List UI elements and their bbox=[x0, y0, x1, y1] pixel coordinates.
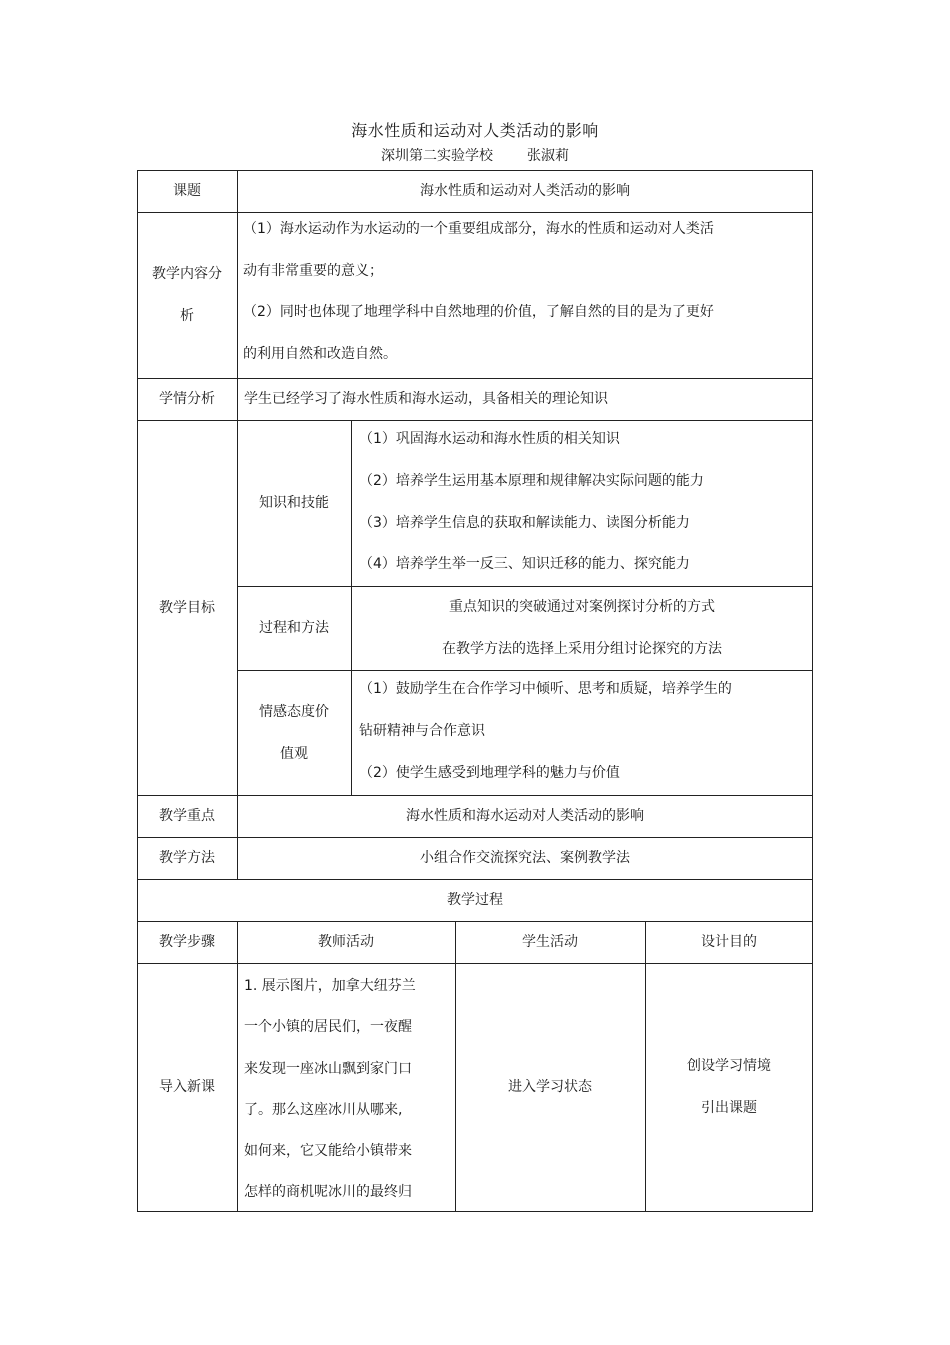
col-header-step: 教学步骤 bbox=[159, 934, 215, 950]
author-name: 张淑莉 bbox=[527, 148, 569, 164]
topic-value: 海水性质和运动对人类活动的影响 bbox=[420, 183, 630, 199]
col-header-teacher: 教师活动 bbox=[318, 934, 374, 950]
process-method-item: 重点知识的突破通过对案例探讨分析的方式 bbox=[449, 599, 715, 615]
content-analysis-line: 动有非常重要的意义； bbox=[243, 263, 383, 279]
teaching-goals-label: 教学目标 bbox=[159, 599, 215, 616]
student-analysis-label: 学情分析 bbox=[159, 391, 215, 407]
student-analysis-value: 学生已经学习了海水性质和海水运动，具备相关的理论知识 bbox=[244, 391, 608, 407]
knowledge-item: （4）培养学生举一反三、知识迁移的能力、探究能力 bbox=[359, 556, 690, 572]
teaching-method-value: 小组合作交流探究法、案例教学法 bbox=[420, 850, 630, 866]
content-analysis-label bbox=[137, 212, 237, 378]
intro-teacher-line: 怎样的商机呢冰川的最终归 bbox=[244, 1184, 412, 1200]
content-analysis-label-line: 析 bbox=[180, 308, 194, 324]
content-analysis-line: 的利用自然和改造自然。 bbox=[243, 346, 397, 362]
intro-teacher-line: 了。那么这座冰川从哪来, bbox=[244, 1102, 403, 1118]
emotion-item: （1）鼓励学生在合作学习中倾听、思考和质疑，培养学生的 bbox=[359, 681, 732, 697]
intro-teacher-line: 一个小镇的居民们，一夜醒 bbox=[244, 1019, 412, 1035]
teaching-method-label: 教学方法 bbox=[159, 850, 215, 866]
knowledge-item: （1）巩固海水运动和海水性质的相关知识 bbox=[359, 431, 620, 447]
emotion-values-label-line: 值观 bbox=[280, 745, 308, 762]
intro-purpose bbox=[645, 963, 813, 1211]
intro-teacher-line: 如何来，它又能给小镇带来 bbox=[244, 1143, 412, 1159]
content-analysis-label-line: 教学内容分 bbox=[152, 266, 222, 282]
teaching-process-header: 教学过程 bbox=[447, 892, 503, 908]
knowledge-skills-label: 知识和技能 bbox=[259, 495, 329, 511]
intro-purpose-line: 创设学习情境 bbox=[687, 1058, 771, 1074]
emotion-values-label bbox=[237, 670, 351, 795]
col-header-purpose: 设计目的 bbox=[701, 934, 757, 950]
emotion-item: （2）使学生感受到地理学科的魅力与价值 bbox=[359, 765, 620, 781]
process-method-item: 在教学方法的选择上采用分组讨论探究的方法 bbox=[442, 641, 722, 657]
knowledge-item: （3）培养学生信息的获取和解读能力、读图分析能力 bbox=[359, 515, 690, 531]
intro-teacher-line: 来发现一座冰山飘到家门口 bbox=[244, 1061, 412, 1077]
intro-student: 进入学习状态 bbox=[508, 1079, 592, 1095]
school-name: 深圳第二实验学校 bbox=[381, 148, 493, 164]
content-analysis-line: （1）海水运动作为水运动的一个重要组成部分，海水的性质和运动对人类活 bbox=[243, 221, 714, 237]
teaching-focus-value: 海水性质和海水运动对人类活动的影响 bbox=[406, 808, 644, 824]
intro-step: 导入新课 bbox=[159, 1079, 215, 1095]
emotion-values-label-line: 情感态度价 bbox=[259, 703, 329, 720]
intro-purpose-line: 引出课题 bbox=[701, 1100, 757, 1116]
lesson-plan-table bbox=[137, 170, 813, 1212]
process-method-label: 过程和方法 bbox=[259, 620, 329, 636]
col-header-student: 学生活动 bbox=[522, 934, 578, 950]
process-method-items bbox=[351, 586, 813, 670]
document-byline bbox=[0, 145, 950, 165]
knowledge-item: （2）培养学生运用基本原理和规律解决实际问题的能力 bbox=[359, 473, 704, 489]
intro-teacher-line: 1. 展示图片，加拿大纽芬兰 bbox=[244, 978, 416, 994]
emotion-item: 钻研精神与合作意识 bbox=[359, 723, 485, 739]
topic-label: 课题 bbox=[173, 183, 201, 199]
content-analysis-line: （2）同时也体现了地理学科中自然地理的价值，了解自然的目的是为了更好 bbox=[243, 304, 714, 320]
document-title: 海水性质和运动对人类活动的影响 bbox=[351, 121, 599, 140]
teaching-focus-label: 教学重点 bbox=[159, 808, 215, 824]
